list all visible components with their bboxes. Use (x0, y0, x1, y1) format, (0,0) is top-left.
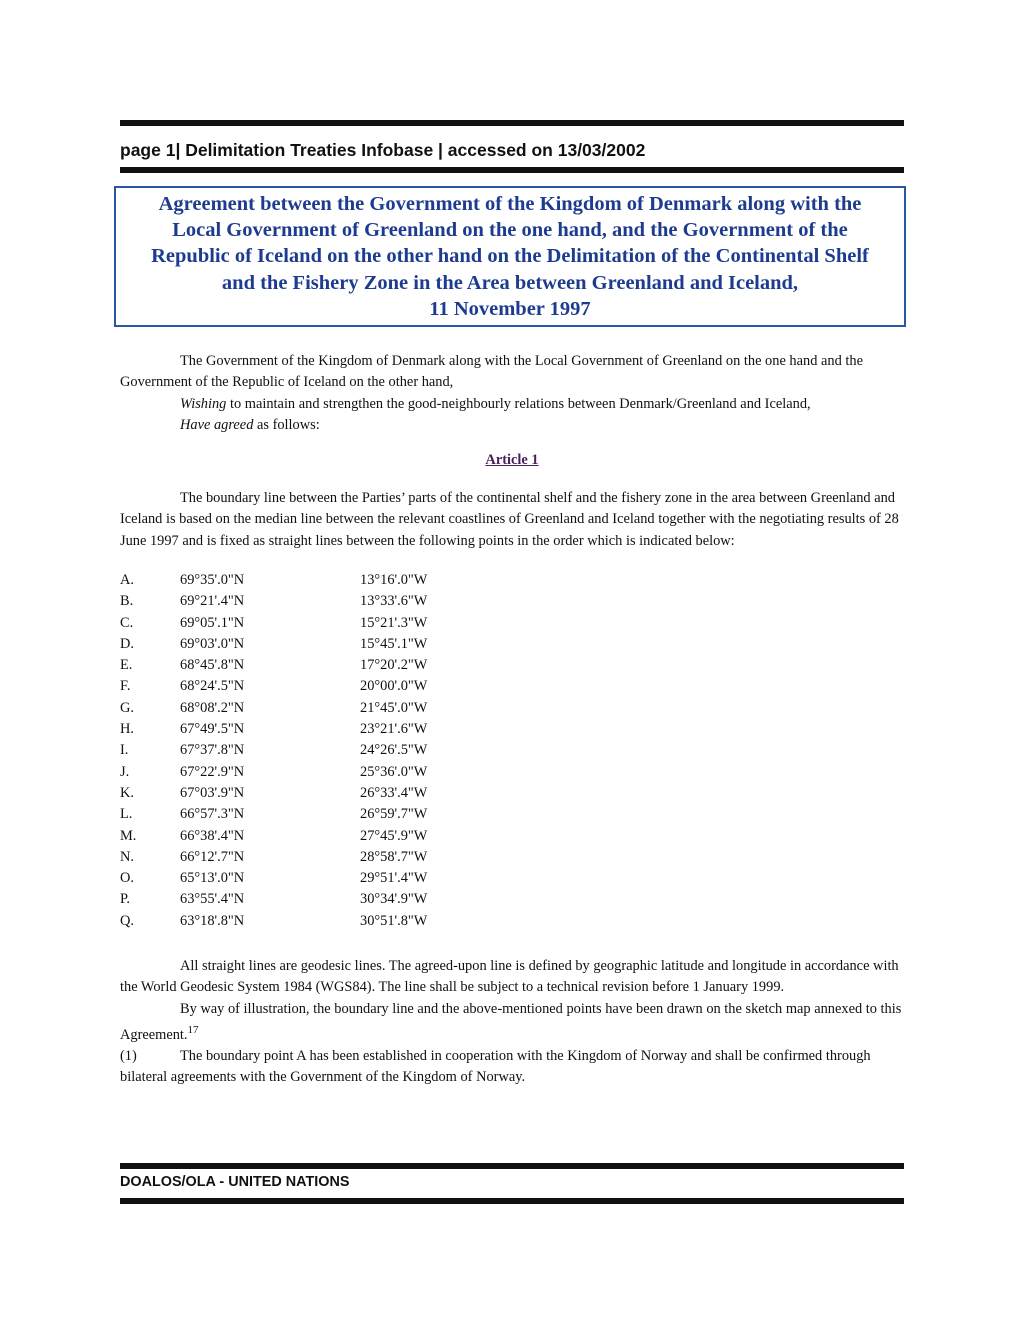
illustration-paragraph (120, 999, 910, 1047)
point-longitude: 17°20'.2"W (360, 657, 428, 674)
title-line: Agreement between the Government of the Kingdom of Denmark along with the (158, 192, 862, 215)
point-longitude: 20°00'.0"W (360, 678, 428, 695)
title-line: and the Fishery Zone in the Area between Greenland and Iceland, (221, 271, 799, 294)
page-footer: DOALOS/OLA - UNITED NATIONS (120, 1174, 350, 1190)
article-intro (120, 488, 910, 552)
page-header: page 1| Delimitation Treaties Infobase | accessed on 13/03/2002 (120, 140, 646, 160)
title-line: 11 November 1997 (429, 297, 591, 320)
point-latitude: 66°57'.3"N (180, 806, 245, 823)
agreed-text: as follows: (253, 416, 320, 433)
title-line: Republic of Iceland on the other hand on the Delimitation of the Continental Shelf (151, 245, 869, 268)
point-latitude: 69°21'.4"N (180, 593, 245, 610)
note-paragraph (120, 1046, 910, 1089)
illustration-text: By way of illustration, the boundary line and the above-mentioned points have been drawn on the sketch map annexed to this Agreement. (120, 1000, 902, 1043)
point-latitude: 66°38'.4"N (180, 827, 245, 844)
title-line: Local Government of Greenland on the one hand, and the Government of the (172, 219, 848, 242)
point-longitude: 21°45'.0"W (360, 699, 428, 716)
point-label: K. (120, 784, 134, 801)
point-latitude: 69°35'.0"N (180, 572, 245, 588)
point-longitude: 27°45'.9"W (360, 827, 428, 844)
article-closing (120, 956, 910, 1089)
agreement-title (151, 191, 869, 322)
point-latitude: 67°37'.8"N (180, 742, 245, 759)
point-latitude: 65°13'.0"N (180, 870, 245, 887)
point-label: H. (120, 721, 134, 738)
point-latitude: 67°49'.5"N (180, 721, 245, 738)
point-label: C. (120, 614, 134, 631)
geodesic-paragraph: All straight lines are geodesic lines. The agreed-upon line is defined by geographic latitude and longitude in accordance with the World Geodesic System 1984 (WGS84). The line shall be subject to a technical revision before 1 January 1999. (120, 958, 899, 996)
point-label: I. (120, 742, 129, 759)
wishing-paragraph (120, 394, 910, 415)
point-label: A. (120, 572, 134, 588)
point-label: B. (120, 593, 134, 610)
point-latitude: 68°45'.8"N (180, 657, 245, 674)
preamble-paragraph: The Government of the Kingdom of Denmark along with the Local Government of Greenland on the one hand and the Government of the Republic of Iceland on the other hand, (120, 353, 863, 391)
wishing-em: Wishing (180, 395, 227, 412)
point-latitude: 67°03'.9"N (180, 784, 245, 801)
point-label: J. (120, 763, 130, 780)
point-label: G. (120, 699, 134, 716)
point-longitude: 26°59'.7"W (360, 806, 428, 823)
point-longitude: 29°51'.4"W (360, 870, 428, 887)
point-longitude: 23°21'.6"W (360, 721, 428, 738)
note-number: (1) (120, 1048, 137, 1065)
point-longitude: 28°58'.7"W (360, 848, 428, 865)
point-latitude: 66°12'.7"N (180, 848, 245, 865)
point-label: F. (120, 678, 131, 695)
note-text: The boundary point A has been established in cooperation with the Kingdom of Norway and shall be confirmed through bilateral agreements with the Government of the Kingdom of Norway. (120, 1048, 871, 1086)
title-box (114, 186, 906, 327)
footer-top-rule (120, 1163, 904, 1169)
point-label: L. (120, 806, 133, 823)
agreed-paragraph (120, 415, 910, 436)
point-longitude: 30°34'.9"W (360, 891, 428, 908)
point-latitude: 69°05'.1"N (180, 614, 245, 631)
point-latitude: 69°03'.0"N (180, 635, 245, 652)
point-latitude: 68°24'.5"N (180, 678, 245, 695)
preamble (120, 351, 910, 436)
point-latitude: 68°08'.2"N (180, 699, 245, 716)
point-longitude: 25°36'.0"W (360, 763, 428, 780)
footer-bottom-rule (120, 1198, 904, 1204)
agreed-em: Have agreed (180, 416, 254, 433)
point-label: O. (120, 870, 134, 887)
footnote-ref: 17 (187, 1023, 199, 1036)
header-bottom-rule (120, 167, 904, 173)
point-longitude: 26°33'.4"W (360, 784, 428, 801)
point-longitude: 30°51'.8"W (360, 912, 428, 929)
point-label: P. (120, 891, 131, 908)
point-longitude: 15°21'.3"W (360, 614, 428, 631)
wishing-text: to maintain and strengthen the good-neighbourly relations between Denmark/Greenland and Iceland, (226, 395, 811, 412)
point-label: N. (120, 848, 134, 865)
point-longitude: 24°26'.5"W (360, 742, 428, 759)
header-top-rule (120, 120, 904, 126)
point-latitude: 63°18'.8"N (180, 912, 245, 929)
point-longitude: 13°16'.0"W (360, 572, 428, 588)
point-longitude: 13°33'.6"W (360, 593, 428, 610)
point-label: Q. (120, 912, 134, 929)
point-label: E. (120, 657, 133, 674)
point-latitude: 63°55'.4"N (180, 891, 245, 908)
point-label: M. (120, 827, 137, 844)
point-longitude: 15°45'.1"W (360, 635, 428, 652)
article-heading: Article 1 (485, 452, 539, 468)
point-latitude: 67°22'.9"N (180, 763, 245, 780)
article-intro-paragraph: The boundary line between the Parties’ parts of the continental shelf and the fishery zone in the area between Greenland and Iceland is based on the median line between the relevant coastlines of Greenland and Iceland together with the negotiating results of 28 June 1997 and is fixed as straight lines between the following points in the order which is indicated below: (120, 490, 899, 549)
point-label: D. (120, 635, 134, 652)
